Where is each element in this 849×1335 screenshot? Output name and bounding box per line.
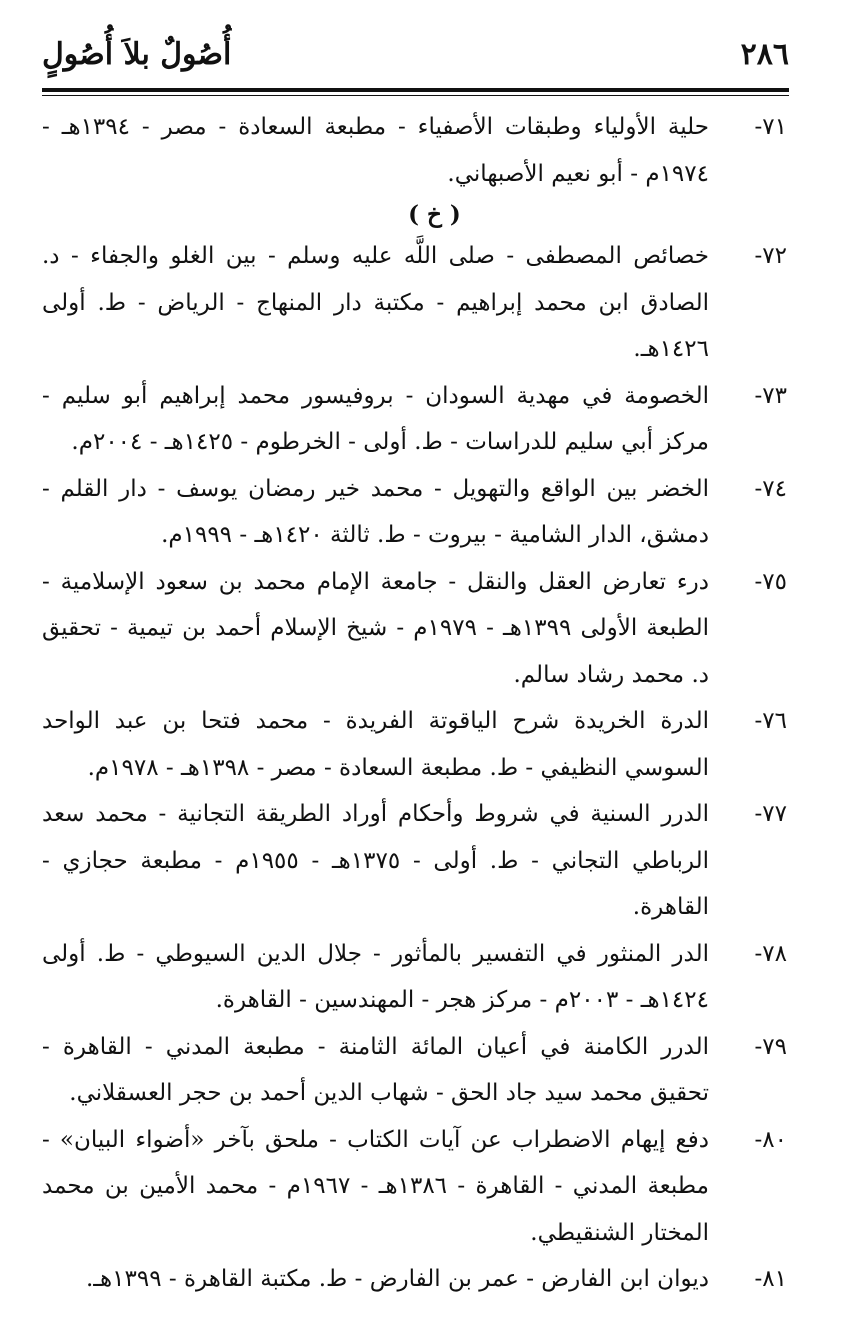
entry-text: الدرر السنية في شروط وأحكام أوراد الطريقة التجانية - محمد سعد الرباطي التجاني - ط. أولى - ١٣٧٥هـ - ١٩٥٥م - مطبعة حجازي - القاهرة. <box>42 801 710 920</box>
entry-text: حلية الأولياء وطبقات الأصفياء - مطبعة السعادة - مصر - ١٣٩٤هـ - ١٩٧٤م - أبو نعيم الأصبهاني. <box>42 114 709 187</box>
entry-text: خصائص المصطفى - صلى اللَّه عليه وسلم - بين الغلو والجفاء - د. الصادق ابن محمد إبراهيم - مكتبة دار المنهاج - الرياض - ط. أولى ١٤٢٦هـ. <box>42 243 709 362</box>
entry-number: ٨١- <box>754 1266 787 1292</box>
entry-number: ٧٧- <box>754 801 787 827</box>
bibliography-entry <box>42 559 787 699</box>
entry-text: الخصومة في مهدية السودان - بروفيسور محمد إبراهيم أبو سليم - مركز أبي سليم للدراسات - ط. أولى - الخرطوم - ١٤٢٥هـ - ٢٠٠٤م. <box>42 382 709 455</box>
page-header <box>42 30 789 80</box>
entry-number: ٧٦- <box>754 708 787 734</box>
bibliography-entry <box>42 1117 787 1257</box>
page-number: ٢٨٦ <box>740 37 789 72</box>
entry-number: ٧١- <box>754 114 787 140</box>
bibliography-entry <box>42 1256 787 1303</box>
entry-number: ٧٥- <box>754 568 787 595</box>
header-rule-thick <box>42 88 789 92</box>
entry-number: ٧٣- <box>754 382 787 409</box>
bibliography-entry <box>42 373 787 466</box>
entry-number: ٨٠- <box>754 1126 787 1153</box>
bibliography-list <box>42 104 787 1315</box>
bibliography-entry <box>42 1024 787 1117</box>
entry-text: درء تعارض العقل والنقل - جامعة الإمام محمد بن سعود الإسلامية - الطبعة الأولى ١٣٩٩هـ - ١٩٧٩م - شيخ الإسلام أحمد بن تيمية - تحقيق د. محمد رشاد سالم. <box>42 568 710 688</box>
bibliography-entry <box>42 104 787 197</box>
bibliography-entry <box>42 233 787 373</box>
bibliography-entry <box>42 791 787 931</box>
entry-number: ٧٩- <box>754 1033 787 1060</box>
entry-text: دفع إيهام الاضطراب عن آيات الكتاب - ملحق بآخر «أضواء البيان» - مطبعة المدني - القاهرة - ١٣٨٦هـ - ١٩٦٧م - محمد الأمين بن محمد المختار الشنقيطي. <box>42 1126 709 1246</box>
entry-text: الخضر بين الواقع والتهويل - محمد خير رمضان يوسف - دار القلم - دمشق، الدار الشامية - بيروت - ط. ثالثة ١٤٢٠هـ - ١٩٩٩م. <box>42 475 709 548</box>
bibliography-entry <box>42 931 787 1024</box>
entry-number: ٧٤- <box>754 475 787 502</box>
entry-number: ٧٢- <box>754 243 787 269</box>
entry-text: الدر المنثور في التفسير بالمأثور - جلال الدين السيوطي - ط. أولى ١٤٢٤هـ - ٢٠٠٣م - مركز هجر - المهندسين - القاهرة. <box>42 940 709 1013</box>
entry-text: الدرر الكامنة في أعيان المائة الثامنة - مطبعة المدني - القاهرة - تحقيق محمد سيد جاد الحق - شهاب الدين أحمد بن حجر العسقلاني. <box>42 1033 709 1106</box>
section-letter-heading: ( خ ) <box>408 201 461 228</box>
entry-text: ديوان ابن الفارض - عمر بن الفارض - ط. مكتبة القاهرة - ١٣٩٩هـ. <box>85 1266 709 1292</box>
running-title: أُصُولٌ بلاَ أُصُولٍ <box>42 37 232 72</box>
bibliography-entry <box>42 466 787 559</box>
entry-number: ٧٨- <box>754 940 787 967</box>
entry-text: الدرة الخريدة شرح الياقوتة الفريدة - محمد فتحا بن عبد الواحد السوسي النظيفي - ط. مطبعة السعادة - مصر - ١٣٩٨هـ - ١٩٧٨م. <box>42 708 709 781</box>
header-rule-thin <box>42 95 789 96</box>
bibliography-entry <box>42 698 787 791</box>
